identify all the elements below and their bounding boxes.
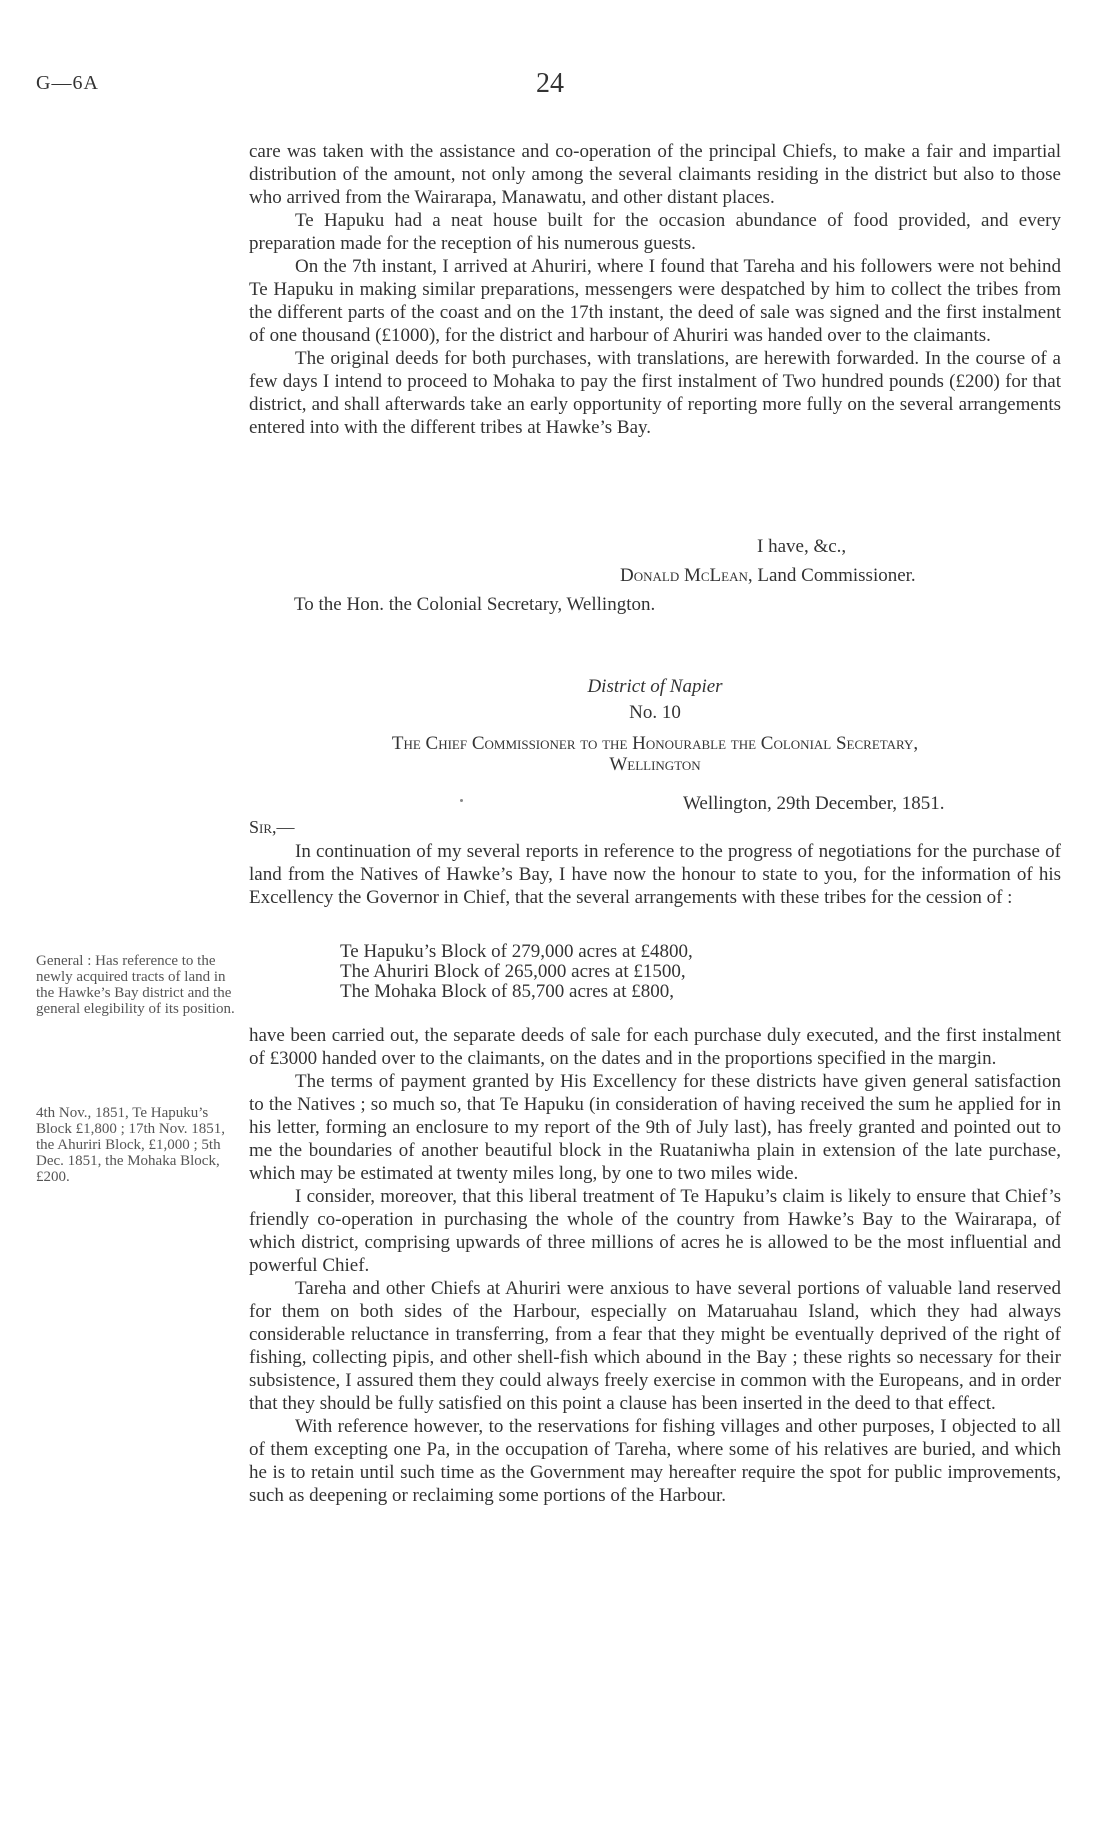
addressee: To the Hon. the Colonial Secretary, Wellington. bbox=[294, 594, 656, 615]
block-list-item: The Mohaka Block of 85,700 acres at £800, bbox=[340, 981, 674, 1002]
dateline: Wellington, 29th December, 1851. bbox=[683, 793, 945, 814]
paragraph: care was taken with the assistance and co-operation of the principal Chiefs, to make a fair and impartial distribution of the amount, not only among the several claimants residing in the district but also to those who arrived from the Wairarapa, Manawatu, and other distant places. bbox=[249, 141, 1061, 208]
letter-heading-line: The Chief Commissioner to the Honourable the Colonial Secretary, bbox=[391, 733, 919, 754]
paragraph: With reference however, to the reservations for fishing villages and other purposes, I objected to all of them excepting one Pa, in the occupation of Tareha, where some of his relatives are buried, and which he is to retain until such time as the Government may hereafter require the spot for public improvements, such as deepening or reclaiming some portions of the Harbour. bbox=[249, 1416, 1061, 1506]
paragraph: Tareha and other Chiefs at Ahuriri were anxious to have several portions of valuable land reserved for them on both sides of the Harbour, especially on Mataruahau Island, which they had always considerable reluctance in transferring, from a fear that they might be eventually deprived of the right of fishing, collecting pipis, and other shell-fish which abound in the Bay ; these rights so necessary for their subsistence, I assured them they could always freely exercise in common with the Europeans, and in order that they should be fully satisfied on this point a clause has been inserted in the deed to that effect. bbox=[249, 1278, 1061, 1414]
paragraph: Te Hapuku had a neat house built for the occasion abundance of food provided, and every preparation made for the reception of his numerous guests. bbox=[249, 210, 1061, 254]
intro-paragraph-block bbox=[249, 840, 1061, 909]
paragraph: The terms of payment granted by His Excellency for these districts have given general satisfaction to the Natives ; so much so, that Te Hapuku (in consideration of having received the sum he applied for in his letter, forming an enclosure to my report of the 9th of July last), has freely granted and pointed out to me the boundaries of another beautiful block in the Ruataniwha plain in extension of the late purchase, which may be estimated at twenty miles long, by one to two miles wide. bbox=[249, 1071, 1061, 1184]
salutation: Sir,— bbox=[249, 817, 295, 837]
letter-continuation bbox=[249, 140, 1061, 439]
letter-heading bbox=[249, 733, 1061, 775]
block-list bbox=[340, 942, 693, 1002]
letter-body bbox=[249, 1024, 1061, 1507]
district-heading: District of Napier bbox=[587, 676, 723, 697]
paragraph: In continuation of my several reports in reference to the progress of negotiations for the purchase of land from the Natives of Hawke’s Bay, I have now the honour to state to you, for the information of his Excellency the Governor in Chief, that the several arrangements with these tribes for the cession of : bbox=[249, 841, 1061, 908]
block-list-item: The Ahuriri Block of 265,000 acres at £1500, bbox=[340, 961, 686, 982]
block-list-item: Te Hapuku’s Block of 279,000 acres at £4800, bbox=[340, 941, 693, 962]
document-reference: G—6A bbox=[36, 72, 99, 94]
paragraph: On the 7th instant, I arrived at Ahuriri, where I found that Tareha and his followers were not behind Te Hapuku in making similar preparations, messengers were despatched by him to collect the tribes from the different parts of the coast and on the 17th instant, the deed of sale was signed and the first instalment of one thousand (£1000), for the district and harbour of Ahuriri was handed over to the claimants. bbox=[249, 256, 1061, 346]
margin-note: General : Has reference to the newly acquired tracts of land in the Hawke’s Bay district and the general elegibility of its position. bbox=[36, 953, 235, 1017]
closing-line: I have, &c., bbox=[757, 536, 847, 557]
paragraph: have been carried out, the separate deeds of sale for each purchase duly executed, and the first instalment of £3000 handed over to the claimants, on the dates and in the proportions specified in the margin. bbox=[249, 1025, 1061, 1069]
signature bbox=[620, 564, 916, 587]
letter-heading-line: Wellington bbox=[609, 754, 701, 775]
signature-name: Donald McLean bbox=[620, 565, 748, 586]
paragraph: The original deeds for both purchases, with translations, are herewith forwarded. In the course of a few days I intend to proceed to Mohaka to pay the first instalment of Two hundred pounds (£200) for that district, and shall afterwards take an early opportunity of reporting more fully on the several arrangements entered into with the different tribes at Hawke’s Bay. bbox=[249, 348, 1061, 438]
ink-speck bbox=[460, 799, 463, 802]
page-number: 24 bbox=[536, 68, 564, 99]
signature-title: , Land Commissioner. bbox=[747, 565, 916, 586]
margin-note: 4th Nov., 1851, Te Hapuku’s Block £1,800 ; 17th Nov. 1851, the Ahuriri Block, £1,000 ; 5th Dec. 1851, the Mohaka Block, £200. bbox=[36, 1105, 226, 1185]
document-number: No. 10 bbox=[629, 702, 681, 723]
paragraph: I consider, moreover, that this liberal treatment of Te Hapuku’s claim is likely to ensure that Chief’s friendly co-operation in purchasing the whole of the country from Hawke’s Bay to the Wairarapa, of which district, comprising upwards of three millions of acres he is allowed to be the most influential and powerful Chief. bbox=[249, 1186, 1061, 1276]
